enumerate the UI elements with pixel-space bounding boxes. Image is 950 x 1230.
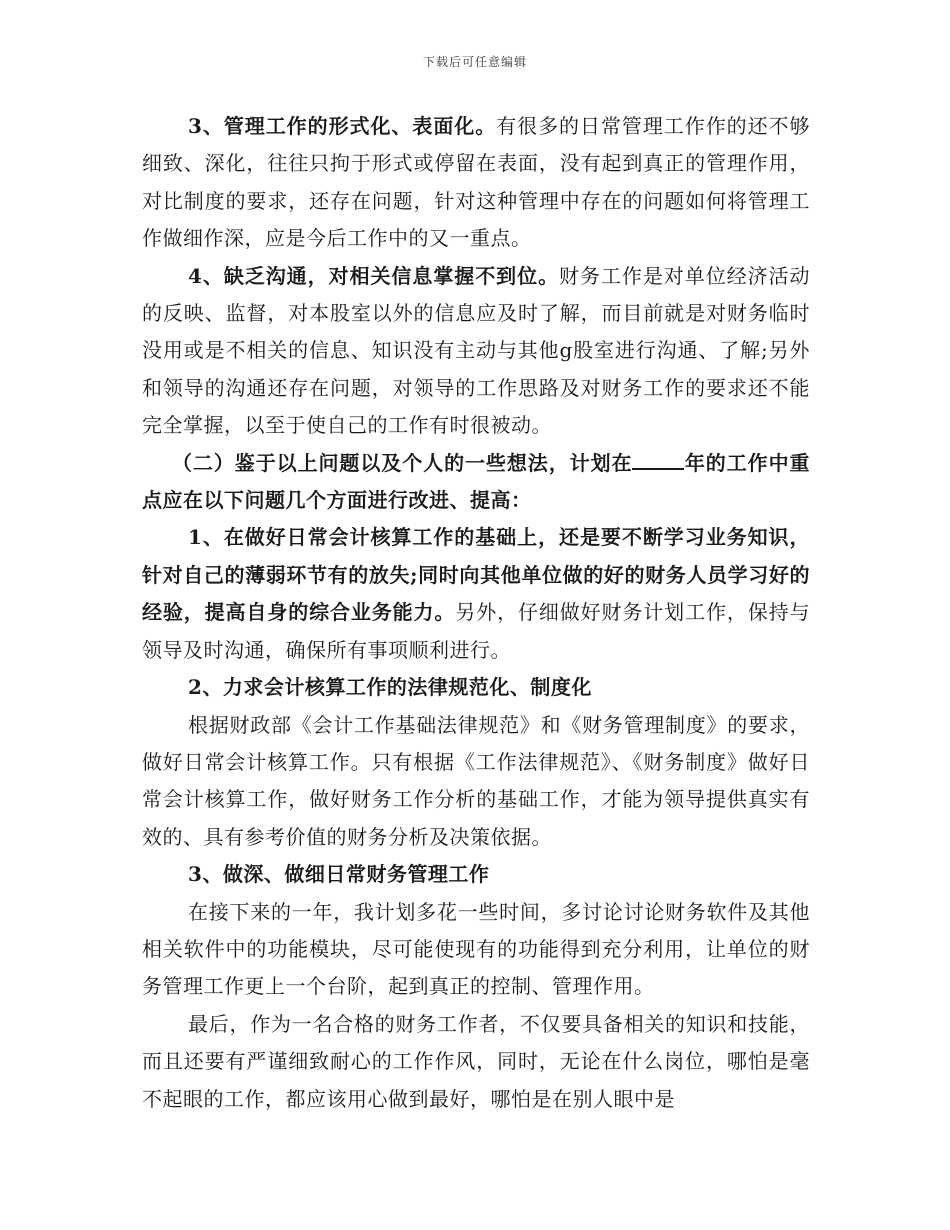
paragraph-management-formalism xyxy=(142,108,810,258)
paragraph-lead-heading: 4、缺乏沟通，对相关信息掌握不到位。 xyxy=(188,263,560,288)
year-blank-underline xyxy=(632,450,684,470)
paragraph-conclusion: 最后，作为一名合格的财务工作者，不仅要具备相关的知识和技能，而且还要有严谨细致耐心的工作作风，同时，无论在什么岗位，哪怕是毫不起眼的工作，都应该用心做到最好，哪怕是在别人眼中是 xyxy=(142,1011,810,1111)
section-heading-part-b: 年的工作中重点应在以下问题几个方面进行改进、提高： xyxy=(142,450,811,513)
paragraph-lead-heading: 1、在做好日常会计核算工作的基础上，还是要不断学习业务知识，针对自己的薄弱环节有的放失;同时向其他单位做的好的财务人员学习好的经验，提高自身的综合业务能力。 xyxy=(142,525,810,625)
subheading-detailed-management: 3、做深、做细日常财务管理工作 xyxy=(188,862,490,887)
paragraph-text: 另外，仔细做好财务计划工作，保持与领导及时沟通，确保所有事项顺利进行。 xyxy=(142,600,811,662)
paragraph-legal-standardization: 根据财政部《会计工作基础法律规范》和《财务管理制度》的要求，做好日常会计核算工作。只有根据《工作法律规范》、《财务制度》做好日常会计核算工作，做好财务工作分析的基础工作，才能为领导提供真实有效的、具有参考价值的财务分析及决策依据。 xyxy=(142,712,810,849)
paragraph-text: 有很多的日常管理工作作的还不够细致、深化，往往只拘于形式或停留在表面，没有起到真正的管理作用，对比制度的要求，还存在问题，针对这种管理中存在的问题如何将管理工作做细作深，应是今后工作中的又一重点。 xyxy=(142,114,811,251)
section-heading-improvement-plan xyxy=(142,445,810,520)
document-body xyxy=(142,108,810,1118)
paragraph-text: 财务工作是对单位经济活动的反映、监督，对本股室以外的信息应及时了解，而目前就是对财务临时没用或是不相关的信息、知识没有主动与其他g股室进行沟通、了解;另外和领导的沟通还存在问题，对领导的工作思路及对财务工作的要求还不能完全掌握，以至于使自己的工作有时很被动。 xyxy=(142,263,811,438)
paragraph-lack-of-communication xyxy=(142,258,810,445)
section-heading-part-a: （二）鉴于以上问题以及个人的一些想法，计划在 xyxy=(172,450,633,475)
subheading-legal-standardization: 2、力求会计核算工作的法律规范化、制度化 xyxy=(188,675,592,700)
paragraph-learning-improvement xyxy=(142,519,810,669)
paragraph-detailed-management: 在接下来的一年，我计划多花一些时间，多讨论讨论财务软件及其他相关软件中的功能模块，尽可能使现有的功能得到充分利用，让单位的财务管理工作更上一个台阶，起到真正的控制、管理作用。 xyxy=(142,899,810,999)
paragraph-lead-heading: 3、管理工作的形式化、表面化。 xyxy=(188,114,497,138)
page-header: 下载后可任意编辑 xyxy=(422,55,527,69)
